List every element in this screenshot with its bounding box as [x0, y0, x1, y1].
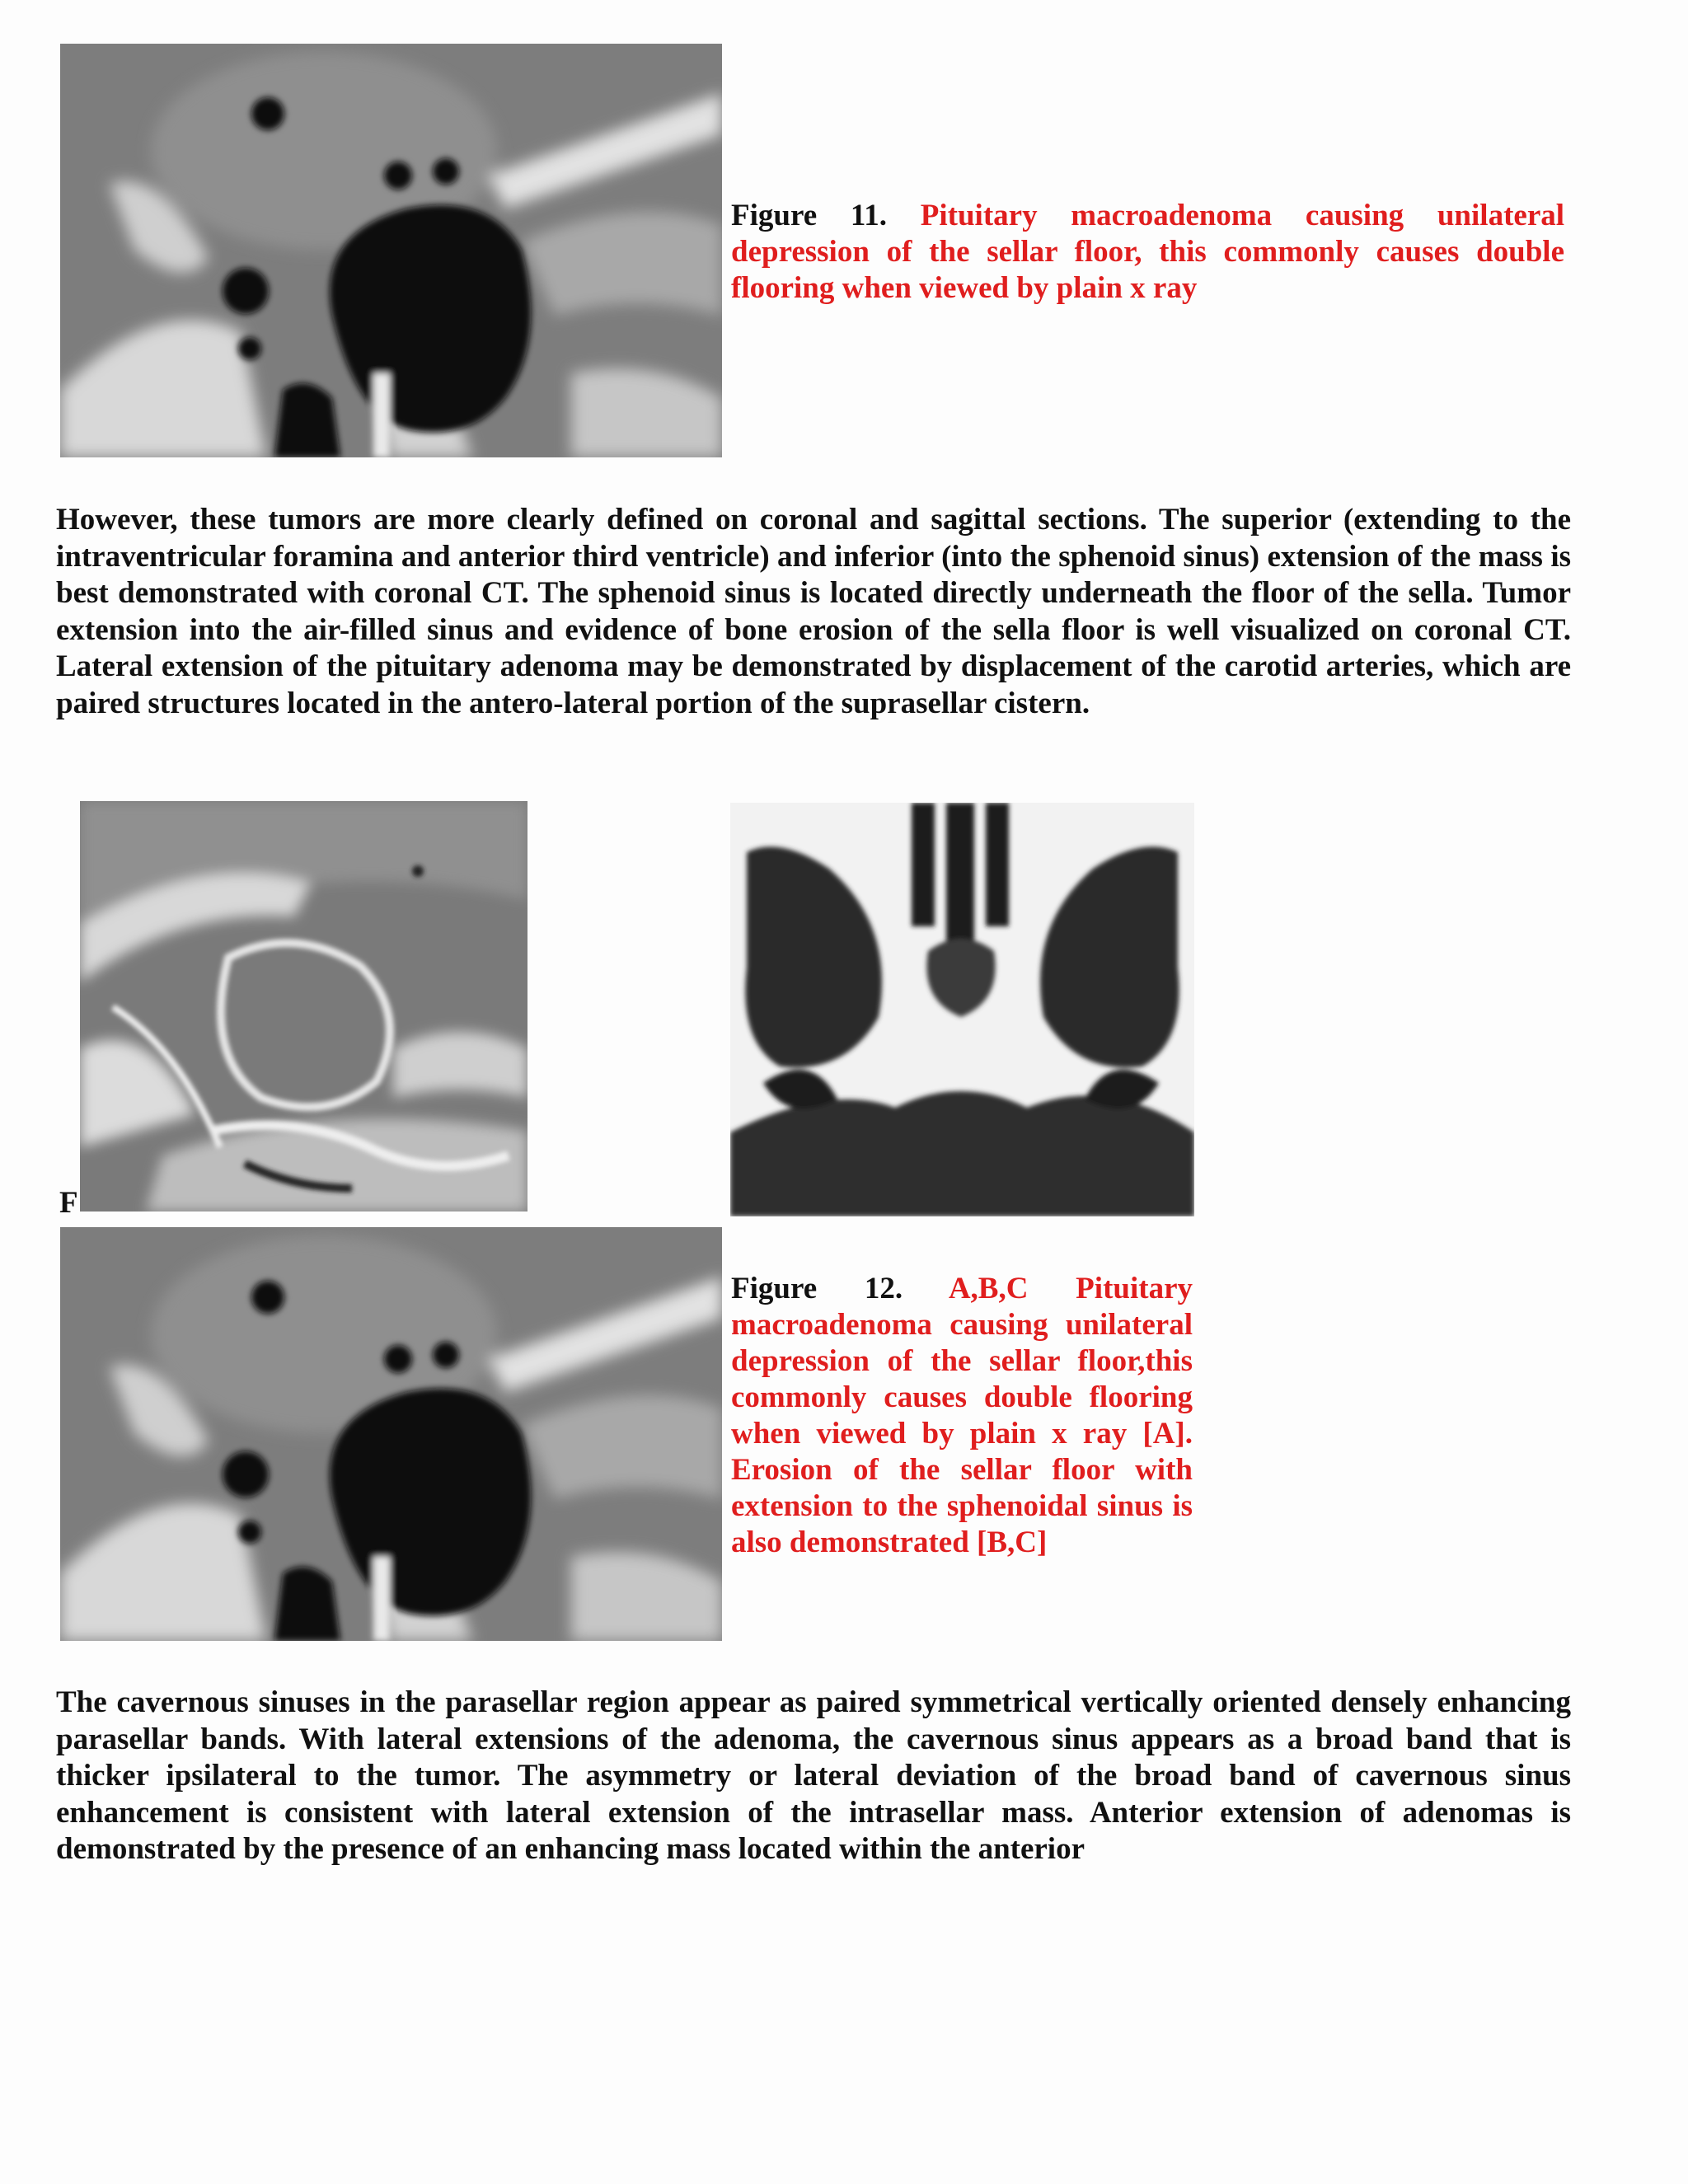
- stray-fragment-f: F: [59, 1186, 78, 1220]
- figure-11-label: Figure 11.: [731, 199, 888, 232]
- figure-11-caption: [731, 198, 1564, 307]
- figure-11-ct-image: [60, 44, 722, 457]
- figure-12-caption: [731, 1271, 1193, 1561]
- body-paragraph-1: However, these tumors are more clearly defined on coronal and sagittal sections. The superior (extending to the intraventricular foramina and anterior third ventricle) and inferior (into the sphenoid sinus) extension of the mass is best demonstrated with coronal CT. The sphenoid sinus is located directly underneath the floor of the sella. Tumor extension into the air-filled sinus and evidence of bone erosion of the sella floor is well visualized on coronal CT. Lateral extension of the pituitary adenoma may be demonstrated by displacement of the carotid arteries, which are paired structures located in the antero-lateral portion of the suprasellar cistern.: [56, 503, 1571, 720]
- figure-12-text: A,B,C Pituitary macroadenoma causing unilateral depression of the sellar floor,this commonly causes double flooring when viewed by plain x ray [A]. Erosion of the sellar floor with extension to the sphenoidal sinus is also demonstrated [B,C]: [731, 1272, 1193, 1559]
- figure-12b-ct-image: [730, 803, 1194, 1216]
- body-paragraph-2: The cavernous sinuses in the parasellar region appear as paired symmetrical vertically oriented densely enhancing parasellar bands. With lateral extensions of the adenoma, the cavernous sinus appears as a broad band that is thicker ipsilateral to the tumor. The asymmetry or lateral deviation of the broad band of cavernous sinus enhancement is consistent with lateral extension of the intrasellar mass. Anterior extension of adenomas is demonstrated by the presence of an enhancing mass located within the anterior: [56, 1685, 1571, 1866]
- figure-12-label: Figure 12.: [731, 1272, 903, 1305]
- figure-11-text: Pituitary macroadenoma causing unilateral depression of the sellar floor, this commonly causes double flooring when viewed by plain x ray: [731, 199, 1565, 305]
- figure-12c-ct-image: [60, 1227, 722, 1641]
- figure-12a-ct-image: [80, 801, 528, 1212]
